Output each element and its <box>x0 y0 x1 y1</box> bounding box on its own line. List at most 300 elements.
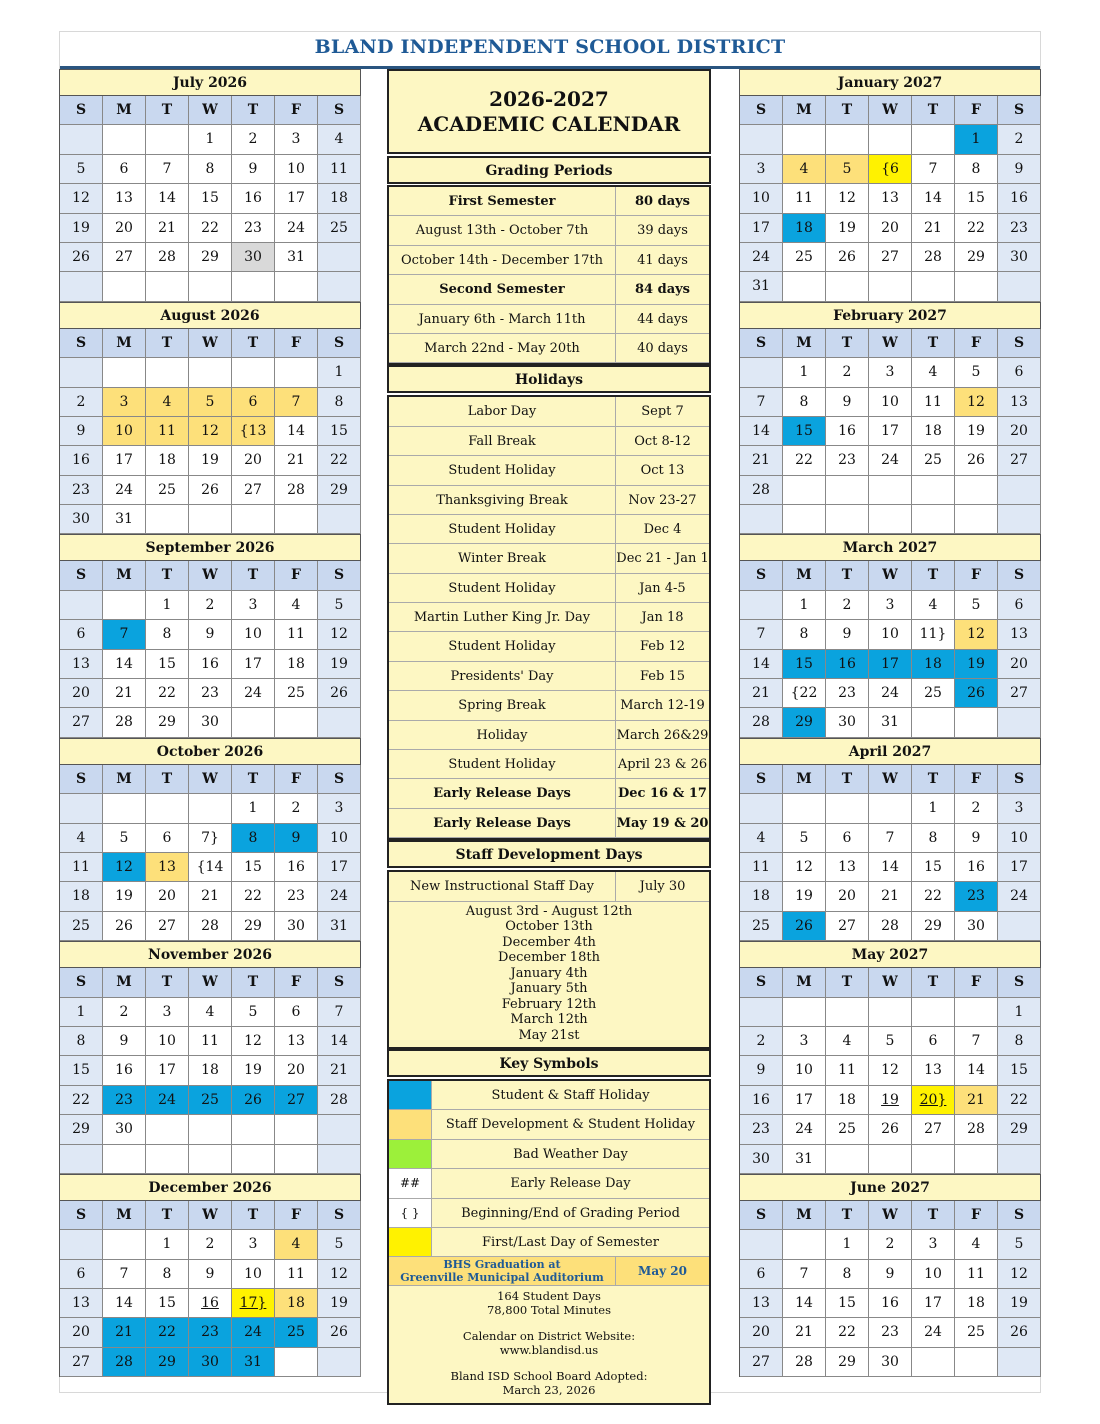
day-cell[interactable]: 9 <box>275 824 318 853</box>
day-cell[interactable]: 4 <box>912 591 955 620</box>
day-cell[interactable]: 29 <box>232 912 275 941</box>
day-cell[interactable]: 7 <box>869 824 912 853</box>
day-cell[interactable]: 14 <box>275 417 318 446</box>
day-cell[interactable]: 3 <box>783 1027 826 1056</box>
day-cell[interactable]: 22 <box>826 1318 869 1347</box>
day-cell[interactable]: 15 <box>189 184 232 213</box>
day-cell[interactable]: 13 <box>912 1056 955 1085</box>
day-cell[interactable]: 25 <box>146 476 189 505</box>
day-cell[interactable]: 14 <box>103 650 146 679</box>
day-cell[interactable]: 10 <box>318 824 361 853</box>
day-cell[interactable]: 26 <box>318 1318 361 1347</box>
day-cell[interactable]: 22 <box>318 446 361 475</box>
day-cell[interactable]: 21 <box>146 214 189 243</box>
day-cell[interactable]: 6 <box>998 591 1041 620</box>
day-cell[interactable]: 17 <box>103 446 146 475</box>
day-cell[interactable]: 15 <box>998 1056 1041 1085</box>
day-cell[interactable]: 1 <box>189 125 232 154</box>
day-cell[interactable]: 18 <box>189 1056 232 1085</box>
day-cell[interactable]: 31 <box>232 1348 275 1377</box>
day-cell[interactable]: 15 <box>783 417 826 446</box>
day-cell[interactable]: 20 <box>869 214 912 243</box>
day-cell[interactable]: 22 <box>955 214 998 243</box>
day-cell[interactable]: 25 <box>318 214 361 243</box>
day-cell[interactable]: 13 <box>869 184 912 213</box>
day-cell[interactable]: 20 <box>275 1056 318 1085</box>
day-cell[interactable]: 17 <box>275 184 318 213</box>
day-cell[interactable]: 4 <box>275 1230 318 1259</box>
day-cell[interactable]: 8 <box>998 1027 1041 1056</box>
day-cell[interactable]: 1 <box>146 1230 189 1259</box>
day-cell[interactable]: 29 <box>826 1348 869 1377</box>
day-cell[interactable]: 1 <box>783 358 826 387</box>
day-cell[interactable]: 13 <box>998 388 1041 417</box>
day-cell[interactable]: 5 <box>189 388 232 417</box>
day-cell[interactable]: 5 <box>998 1230 1041 1259</box>
day-cell[interactable]: 29 <box>146 708 189 737</box>
day-cell[interactable]: 7 <box>912 155 955 184</box>
day-cell[interactable]: 18 <box>146 446 189 475</box>
day-cell[interactable]: 1 <box>60 998 103 1027</box>
day-cell[interactable]: 26 <box>869 1115 912 1144</box>
day-cell[interactable]: 8 <box>60 1027 103 1056</box>
day-cell[interactable]: 5 <box>60 155 103 184</box>
day-cell[interactable]: 4 <box>912 358 955 387</box>
day-cell[interactable]: 6 <box>232 388 275 417</box>
day-cell[interactable]: 9 <box>826 388 869 417</box>
day-cell[interactable]: 14 <box>912 184 955 213</box>
day-cell[interactable]: 16 <box>189 650 232 679</box>
day-cell[interactable]: 19 <box>232 1056 275 1085</box>
day-cell[interactable]: 18 <box>912 417 955 446</box>
day-cell[interactable]: 28 <box>103 708 146 737</box>
day-cell[interactable]: 1 <box>912 794 955 823</box>
day-cell[interactable]: 14 <box>740 417 783 446</box>
day-cell[interactable]: 18 <box>783 214 826 243</box>
day-cell[interactable]: 1 <box>318 358 361 387</box>
day-cell[interactable]: 16 <box>998 184 1041 213</box>
day-cell[interactable]: 2 <box>826 358 869 387</box>
day-cell[interactable]: 10 <box>998 824 1041 853</box>
day-cell[interactable]: 15 <box>912 853 955 882</box>
day-cell[interactable]: 30 <box>740 1145 783 1174</box>
day-cell[interactable]: 7 <box>740 620 783 649</box>
day-cell[interactable]: 25 <box>783 243 826 272</box>
day-cell[interactable]: 20 <box>103 214 146 243</box>
day-cell[interactable]: 26 <box>60 243 103 272</box>
day-cell[interactable]: 7 <box>103 620 146 649</box>
day-cell[interactable]: 12 <box>318 620 361 649</box>
day-cell[interactable]: 1 <box>146 591 189 620</box>
day-cell[interactable]: 19 <box>955 650 998 679</box>
day-cell[interactable]: 17 <box>783 1086 826 1115</box>
day-cell[interactable]: 13 <box>60 1289 103 1318</box>
day-cell[interactable]: 26 <box>955 446 998 475</box>
day-cell[interactable]: 17 <box>869 650 912 679</box>
day-cell[interactable]: 6 <box>912 1027 955 1056</box>
day-cell[interactable]: 23 <box>740 1115 783 1144</box>
day-cell[interactable]: 21 <box>955 1086 998 1115</box>
day-cell[interactable]: 6 <box>740 1260 783 1289</box>
day-cell[interactable]: 29 <box>912 912 955 941</box>
day-cell[interactable]: 1 <box>955 125 998 154</box>
day-cell[interactable]: 30 <box>869 1348 912 1377</box>
day-cell[interactable]: 24 <box>103 476 146 505</box>
day-cell[interactable]: 19 <box>998 1289 1041 1318</box>
day-cell[interactable]: 29 <box>60 1115 103 1144</box>
day-cell[interactable]: 23 <box>103 1086 146 1115</box>
day-cell[interactable]: 2 <box>275 794 318 823</box>
day-cell[interactable]: 7 <box>783 1260 826 1289</box>
day-cell[interactable]: 21 <box>103 1318 146 1347</box>
day-cell[interactable]: 3 <box>232 591 275 620</box>
day-cell[interactable]: 20 <box>998 650 1041 679</box>
day-cell[interactable]: 9 <box>189 1260 232 1289</box>
day-cell[interactable]: 5 <box>826 155 869 184</box>
day-cell[interactable]: 9 <box>826 620 869 649</box>
day-cell[interactable]: 5 <box>232 998 275 1027</box>
day-cell[interactable]: 8 <box>146 620 189 649</box>
day-cell[interactable]: 9 <box>955 824 998 853</box>
day-cell[interactable]: 24 <box>912 1318 955 1347</box>
day-cell[interactable]: 26 <box>318 679 361 708</box>
day-cell[interactable]: 3 <box>275 125 318 154</box>
day-cell[interactable]: 7 <box>275 388 318 417</box>
day-cell[interactable]: 24 <box>318 882 361 911</box>
day-cell[interactable]: 25 <box>740 912 783 941</box>
day-cell[interactable]: 13 <box>60 650 103 679</box>
day-cell[interactable]: 29 <box>783 708 826 737</box>
day-cell[interactable]: 22 <box>783 446 826 475</box>
day-cell[interactable]: 16 <box>60 446 103 475</box>
day-cell[interactable]: 27 <box>998 679 1041 708</box>
day-cell[interactable]: 26 <box>783 912 826 941</box>
day-cell[interactable]: 15 <box>826 1289 869 1318</box>
day-cell[interactable]: 11 <box>912 388 955 417</box>
day-cell[interactable]: 20} <box>912 1086 955 1115</box>
day-cell[interactable]: 24 <box>783 1115 826 1144</box>
day-cell[interactable]: 8 <box>189 155 232 184</box>
day-cell[interactable]: 28 <box>912 243 955 272</box>
day-cell[interactable]: 23 <box>998 214 1041 243</box>
day-cell[interactable]: 17 <box>998 853 1041 882</box>
day-cell[interactable]: 27 <box>60 708 103 737</box>
day-cell[interactable]: 17 <box>146 1056 189 1085</box>
day-cell[interactable]: 8 <box>826 1260 869 1289</box>
day-cell[interactable]: 20 <box>998 417 1041 446</box>
day-cell[interactable]: 11 <box>826 1056 869 1085</box>
day-cell[interactable]: 6 <box>998 358 1041 387</box>
day-cell[interactable]: 8 <box>318 388 361 417</box>
day-cell[interactable]: 5 <box>869 1027 912 1056</box>
day-cell[interactable]: 13 <box>275 1027 318 1056</box>
day-cell[interactable]: 3 <box>318 794 361 823</box>
day-cell[interactable]: 4 <box>955 1230 998 1259</box>
day-cell[interactable]: 7 <box>146 155 189 184</box>
day-cell[interactable]: 18 <box>826 1086 869 1115</box>
day-cell[interactable]: 25 <box>189 1086 232 1115</box>
day-cell[interactable]: 15 <box>146 650 189 679</box>
day-cell[interactable]: 23 <box>826 446 869 475</box>
day-cell[interactable]: 26 <box>189 476 232 505</box>
day-cell[interactable]: 21 <box>740 446 783 475</box>
day-cell[interactable]: 30 <box>60 505 103 534</box>
day-cell[interactable]: 27 <box>232 476 275 505</box>
day-cell[interactable]: 31 <box>740 272 783 301</box>
day-cell[interactable]: 21 <box>783 1318 826 1347</box>
day-cell[interactable]: 7 <box>103 1260 146 1289</box>
day-cell[interactable]: 12 <box>955 620 998 649</box>
day-cell[interactable]: 28 <box>740 476 783 505</box>
day-cell[interactable]: 11 <box>783 184 826 213</box>
day-cell[interactable]: 2 <box>869 1230 912 1259</box>
day-cell[interactable]: 27 <box>740 1348 783 1377</box>
day-cell[interactable]: 18 <box>275 650 318 679</box>
day-cell[interactable]: 25 <box>275 679 318 708</box>
day-cell[interactable]: 5 <box>955 591 998 620</box>
day-cell[interactable]: 28 <box>146 243 189 272</box>
day-cell[interactable]: 28 <box>869 912 912 941</box>
day-cell[interactable]: 15 <box>783 650 826 679</box>
day-cell[interactable]: 10 <box>103 417 146 446</box>
day-cell[interactable]: 17 <box>912 1289 955 1318</box>
day-cell[interactable]: 10 <box>232 1260 275 1289</box>
day-cell[interactable]: 2 <box>955 794 998 823</box>
day-cell[interactable]: 14 <box>783 1289 826 1318</box>
day-cell[interactable]: 5 <box>783 824 826 853</box>
day-cell[interactable]: 3 <box>146 998 189 1027</box>
day-cell[interactable]: 12 <box>826 184 869 213</box>
day-cell[interactable]: {14 <box>189 853 232 882</box>
day-cell[interactable]: 28 <box>783 1348 826 1377</box>
day-cell[interactable]: 2 <box>103 998 146 1027</box>
day-cell[interactable]: 5 <box>318 591 361 620</box>
day-cell[interactable]: 19 <box>60 214 103 243</box>
day-cell[interactable]: 1 <box>826 1230 869 1259</box>
day-cell[interactable]: 31 <box>869 708 912 737</box>
day-cell[interactable]: 29 <box>318 476 361 505</box>
day-cell[interactable]: {22 <box>783 679 826 708</box>
day-cell[interactable]: 17 <box>740 214 783 243</box>
day-cell[interactable]: 19 <box>955 417 998 446</box>
day-cell[interactable]: 18 <box>912 650 955 679</box>
day-cell[interactable]: 30 <box>103 1115 146 1144</box>
day-cell[interactable]: 20 <box>146 882 189 911</box>
day-cell[interactable]: 30 <box>189 708 232 737</box>
day-cell[interactable]: 23 <box>826 679 869 708</box>
day-cell[interactable]: 12 <box>60 184 103 213</box>
day-cell[interactable]: 21 <box>318 1056 361 1085</box>
day-cell[interactable]: 18 <box>740 882 783 911</box>
day-cell[interactable]: 9 <box>998 155 1041 184</box>
day-cell[interactable]: 11 <box>189 1027 232 1056</box>
day-cell[interactable]: 29 <box>189 243 232 272</box>
day-cell[interactable]: 15 <box>232 853 275 882</box>
day-cell[interactable]: 22 <box>189 214 232 243</box>
day-cell[interactable]: 10 <box>275 155 318 184</box>
day-cell[interactable]: 8 <box>783 620 826 649</box>
day-cell[interactable]: 7 <box>740 388 783 417</box>
day-cell[interactable]: 27 <box>998 446 1041 475</box>
day-cell[interactable]: 22 <box>232 882 275 911</box>
day-cell[interactable]: 30 <box>189 1348 232 1377</box>
day-cell[interactable]: 17} <box>232 1289 275 1318</box>
day-cell[interactable]: 16 <box>869 1289 912 1318</box>
day-cell[interactable]: 31 <box>783 1145 826 1174</box>
day-cell[interactable]: 15 <box>318 417 361 446</box>
day-cell[interactable]: 16 <box>740 1086 783 1115</box>
day-cell[interactable]: 6 <box>103 155 146 184</box>
day-cell[interactable]: 11} <box>912 620 955 649</box>
day-cell[interactable]: 6 <box>60 620 103 649</box>
day-cell[interactable]: 27 <box>275 1086 318 1115</box>
day-cell[interactable]: 29 <box>146 1348 189 1377</box>
day-cell[interactable]: 2 <box>189 591 232 620</box>
day-cell[interactable]: 25 <box>912 679 955 708</box>
day-cell[interactable]: 11 <box>275 620 318 649</box>
day-cell[interactable]: 11 <box>60 853 103 882</box>
day-cell[interactable]: 4 <box>318 125 361 154</box>
day-cell[interactable]: 18 <box>955 1289 998 1318</box>
day-cell[interactable]: 26 <box>232 1086 275 1115</box>
day-cell[interactable]: 18 <box>275 1289 318 1318</box>
day-cell[interactable]: 22 <box>912 882 955 911</box>
day-cell[interactable]: 15 <box>60 1056 103 1085</box>
day-cell[interactable]: 28 <box>275 476 318 505</box>
day-cell[interactable]: 4 <box>146 388 189 417</box>
day-cell[interactable]: 6 <box>60 1260 103 1289</box>
day-cell[interactable]: 3 <box>998 794 1041 823</box>
day-cell[interactable]: 20 <box>60 679 103 708</box>
day-cell[interactable]: 21 <box>912 214 955 243</box>
day-cell[interactable]: 31 <box>318 912 361 941</box>
day-cell[interactable]: 3 <box>869 591 912 620</box>
day-cell[interactable]: 24 <box>232 679 275 708</box>
day-cell[interactable]: 28 <box>189 912 232 941</box>
day-cell[interactable]: 20 <box>826 882 869 911</box>
day-cell[interactable]: 9 <box>60 417 103 446</box>
day-cell[interactable]: 23 <box>955 882 998 911</box>
day-cell[interactable]: 27 <box>869 243 912 272</box>
day-cell[interactable]: 24 <box>998 882 1041 911</box>
day-cell[interactable]: 12 <box>998 1260 1041 1289</box>
day-cell[interactable]: 24 <box>232 1318 275 1347</box>
day-cell[interactable]: 9 <box>740 1056 783 1085</box>
day-cell[interactable]: 3 <box>912 1230 955 1259</box>
day-cell[interactable]: 14 <box>869 853 912 882</box>
day-cell[interactable]: 2 <box>826 591 869 620</box>
day-cell[interactable]: 14 <box>740 650 783 679</box>
day-cell[interactable]: 5 <box>955 358 998 387</box>
day-cell[interactable]: 18 <box>318 184 361 213</box>
day-cell[interactable]: 2 <box>60 388 103 417</box>
day-cell[interactable]: 23 <box>60 476 103 505</box>
day-cell[interactable]: 22 <box>146 1318 189 1347</box>
day-cell[interactable]: 3 <box>869 358 912 387</box>
day-cell[interactable]: 31 <box>103 505 146 534</box>
day-cell[interactable]: 13 <box>103 184 146 213</box>
day-cell[interactable]: 11 <box>955 1260 998 1289</box>
day-cell[interactable]: 19 <box>189 446 232 475</box>
day-cell[interactable]: 19 <box>869 1086 912 1115</box>
day-cell[interactable]: {13 <box>232 417 275 446</box>
day-cell[interactable]: 15 <box>955 184 998 213</box>
day-cell[interactable]: 20 <box>740 1318 783 1347</box>
day-cell[interactable]: 3 <box>232 1230 275 1259</box>
day-cell[interactable]: 16 <box>103 1056 146 1085</box>
day-cell[interactable]: 21 <box>275 446 318 475</box>
day-cell[interactable]: 16 <box>189 1289 232 1318</box>
day-cell[interactable]: 12 <box>783 853 826 882</box>
day-cell[interactable]: 27 <box>103 243 146 272</box>
day-cell[interactable]: 27 <box>912 1115 955 1144</box>
day-cell[interactable]: 9 <box>189 620 232 649</box>
day-cell[interactable]: 21 <box>103 679 146 708</box>
day-cell[interactable]: 2 <box>189 1230 232 1259</box>
day-cell[interactable]: 19 <box>318 1289 361 1318</box>
day-cell[interactable]: 7 <box>955 1027 998 1056</box>
day-cell[interactable]: 30 <box>232 243 275 272</box>
day-cell[interactable]: 17 <box>318 853 361 882</box>
day-cell[interactable]: 14 <box>318 1027 361 1056</box>
day-cell[interactable]: 7} <box>189 824 232 853</box>
day-cell[interactable]: 8 <box>783 388 826 417</box>
day-cell[interactable]: 3 <box>103 388 146 417</box>
day-cell[interactable]: 16 <box>955 853 998 882</box>
day-cell[interactable]: 25 <box>955 1318 998 1347</box>
day-cell[interactable]: 28 <box>318 1086 361 1115</box>
day-cell[interactable]: 11 <box>275 1260 318 1289</box>
day-cell[interactable]: 28 <box>103 1348 146 1377</box>
day-cell[interactable]: 12 <box>318 1260 361 1289</box>
day-cell[interactable]: 20 <box>60 1318 103 1347</box>
day-cell[interactable]: 30 <box>275 912 318 941</box>
day-cell[interactable]: 11 <box>740 853 783 882</box>
day-cell[interactable]: 10 <box>146 1027 189 1056</box>
day-cell[interactable]: 17 <box>232 650 275 679</box>
day-cell[interactable]: 14 <box>955 1056 998 1085</box>
day-cell[interactable]: 14 <box>103 1289 146 1318</box>
day-cell[interactable]: 24 <box>275 214 318 243</box>
day-cell[interactable]: 12 <box>232 1027 275 1056</box>
day-cell[interactable]: 13 <box>826 853 869 882</box>
day-cell[interactable]: 2 <box>740 1027 783 1056</box>
day-cell[interactable]: 25 <box>275 1318 318 1347</box>
day-cell[interactable]: 16 <box>826 650 869 679</box>
day-cell[interactable]: 24 <box>869 446 912 475</box>
day-cell[interactable]: 2 <box>998 125 1041 154</box>
day-cell[interactable]: 29 <box>998 1115 1041 1144</box>
day-cell[interactable]: 8 <box>912 824 955 853</box>
day-cell[interactable]: 10 <box>783 1056 826 1085</box>
day-cell[interactable]: 6 <box>275 998 318 1027</box>
day-cell[interactable]: 30 <box>826 708 869 737</box>
day-cell[interactable]: 24 <box>740 243 783 272</box>
day-cell[interactable]: 2 <box>232 125 275 154</box>
day-cell[interactable]: 7 <box>318 998 361 1027</box>
day-cell[interactable]: 14 <box>146 184 189 213</box>
day-cell[interactable]: 25 <box>912 446 955 475</box>
day-cell[interactable]: 16 <box>275 853 318 882</box>
day-cell[interactable]: 8 <box>146 1260 189 1289</box>
day-cell[interactable]: 25 <box>826 1115 869 1144</box>
day-cell[interactable]: 6 <box>826 824 869 853</box>
day-cell[interactable]: 27 <box>146 912 189 941</box>
day-cell[interactable]: 4 <box>826 1027 869 1056</box>
day-cell[interactable]: 10 <box>869 620 912 649</box>
day-cell[interactable]: 1 <box>998 998 1041 1027</box>
day-cell[interactable]: 20 <box>232 446 275 475</box>
